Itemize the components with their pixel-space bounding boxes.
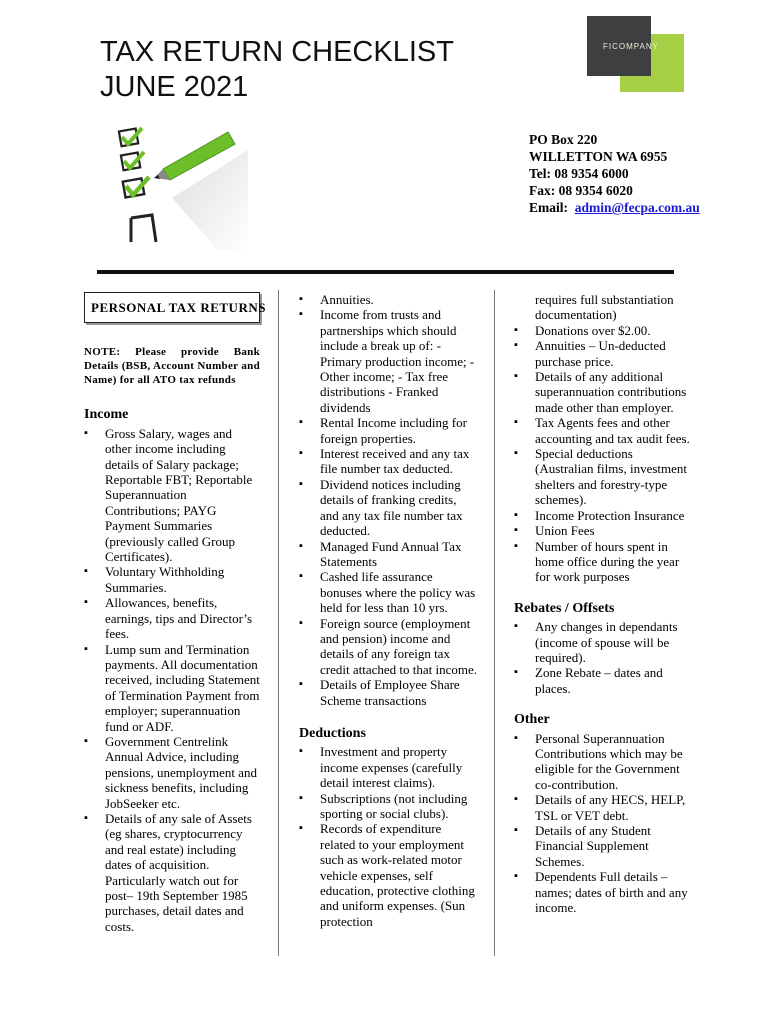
list-item: ▪ Interest received and any tax file number tax deducted. xyxy=(299,446,477,477)
logo-text: FICOMPANY xyxy=(603,42,659,51)
list-item: ▪ Annuities. xyxy=(299,292,477,307)
list-item: ▪ Dependents Full details – names; dates of birth and any income. xyxy=(514,869,692,915)
bank-details-note: NOTE: Please provide Bank Details (BSB, Account Number and Name) for all ATO tax refunds xyxy=(84,346,260,387)
section-box: PERSONAL TAX RETURNS xyxy=(84,292,260,323)
list-item: ▪ Foreign source (employment and pension) income and details of any foreign tax credit attached to that income. xyxy=(299,616,477,678)
list-item: ▪ Dividend notices including details of franking credits, and any tax file number tax deducted. xyxy=(299,477,477,539)
email-link[interactable]: admin@fecpa.com.au xyxy=(574,200,700,215)
list-item: ▪ Cashed life assurance bonuses where the policy was held for less than 10 yrs. xyxy=(299,569,477,615)
deductions-heading: Deductions xyxy=(299,725,366,741)
column-2 xyxy=(299,292,477,929)
contact-details xyxy=(529,131,700,216)
list-item: ▪ Personal Superannuation Contributions which may be eligible for the Government co-contribution. xyxy=(514,731,692,793)
list-item: ▪ Zone Rebate – dates and places. xyxy=(514,665,692,696)
list-item: ▪ Number of hours spent in home office during the year for work purposes xyxy=(514,539,692,585)
email-line xyxy=(529,199,700,216)
checklist-pencil-icon xyxy=(108,120,248,250)
city: WILLETTON WA 6955 xyxy=(529,149,668,164)
column-divider-2 xyxy=(494,290,495,956)
list-item: ▪ Voluntary Withholding Summaries. xyxy=(84,564,260,595)
list-item: ▪ Tax Agents fees and other accounting and tax audit fees. xyxy=(514,415,692,446)
telephone: Tel: 08 9354 6000 xyxy=(529,166,629,181)
column-divider-1 xyxy=(278,290,279,956)
list-item: ▪ Subscriptions (not including sporting or social clubs). xyxy=(299,791,477,822)
other-heading: Other xyxy=(514,712,550,728)
po-box: PO Box 220 xyxy=(529,132,598,147)
rebates-list xyxy=(514,619,692,696)
list-item: ▪ Union Fees xyxy=(514,523,692,538)
deductions-continued-list xyxy=(514,323,692,585)
list-item: ▪ Income Protection Insurance xyxy=(514,508,692,523)
list-item: ▪ Any changes in dependants (income of spouse will be required). xyxy=(514,619,692,665)
page-title xyxy=(100,35,454,105)
header-divider xyxy=(97,270,674,274)
list-item: ▪ Details of any sale of Assets (eg shares, cryptocurrency and real estate) including dates of acquisition. Particularly watch out for post– 19th September 1985 purchases, detail dates and costs. xyxy=(84,811,260,934)
income-continued-list xyxy=(299,292,477,708)
income-list xyxy=(84,426,260,934)
deductions-list xyxy=(299,744,477,929)
list-item: ▪ Donations over $2.00. xyxy=(514,323,692,338)
column-3 xyxy=(514,292,692,915)
list-item: ▪ Details of any HECS, HELP, TSL or VET debt. xyxy=(514,792,692,823)
other-list xyxy=(514,731,692,916)
rebates-heading: Rebates / Offsets xyxy=(514,600,615,616)
fax: Fax: 08 9354 6020 xyxy=(529,183,633,198)
list-item: ▪ Records of expenditure related to your employment such as work-related motor vehicle expenses, self education, protective clothing and uniform expenses. (Sun protection xyxy=(299,821,477,929)
list-item: ▪ Managed Fund Annual Tax Statements xyxy=(299,539,477,570)
income-heading: Income xyxy=(84,407,129,423)
list-item: ▪ Details of any additional superannuation contributions made other than employer. xyxy=(514,369,692,415)
list-item: ▪ Investment and property income expenses (carefully detail interest claims). xyxy=(299,744,477,790)
list-item: ▪ Allowances, benefits, earnings, tips and Director’s fees. xyxy=(84,595,260,641)
title-line-2: JUNE 2021 xyxy=(100,71,249,103)
list-item: ▪ Rental Income including for foreign properties. xyxy=(299,415,477,446)
list-item: ▪ Income from trusts and partnerships which should include a break up of: - Primary production income; - Other income; - Tax free distributions - Franked dividends xyxy=(299,307,477,415)
company-logo xyxy=(587,16,684,94)
list-item: ▪ Details of Employee Share Scheme transactions xyxy=(299,677,477,708)
column-1 xyxy=(84,292,266,934)
list-item: ▪ Annuities – Un-deducted purchase price. xyxy=(514,338,692,369)
deductions-continued-text: requires full substantiation documentation) xyxy=(535,292,674,323)
list-item: ▪ Government Centrelink Annual Advice, including pensions, unemployment and sickness benefits, including JobSeeker etc. xyxy=(84,734,260,811)
list-item: ▪ Gross Salary, wages and other income including details of Salary package; Reportable FBT; Reportable Superannuation Contributions; PAYG Payment Summaries (previously called Group Certificates). xyxy=(84,426,260,565)
list-item: ▪ Details of any Student Financial Supplement Schemes. xyxy=(514,823,692,869)
title-line-1: TAX RETURN CHECKLIST xyxy=(100,36,454,68)
email-label: Email: xyxy=(529,200,568,215)
list-item: ▪ Special deductions (Australian films, investment shelters and forestry-type schemes). xyxy=(514,446,692,508)
list-item: ▪ Lump sum and Termination payments. All documentation received, including Statement of Termination Payment from employer; superannuation fund or ADF. xyxy=(84,642,260,734)
